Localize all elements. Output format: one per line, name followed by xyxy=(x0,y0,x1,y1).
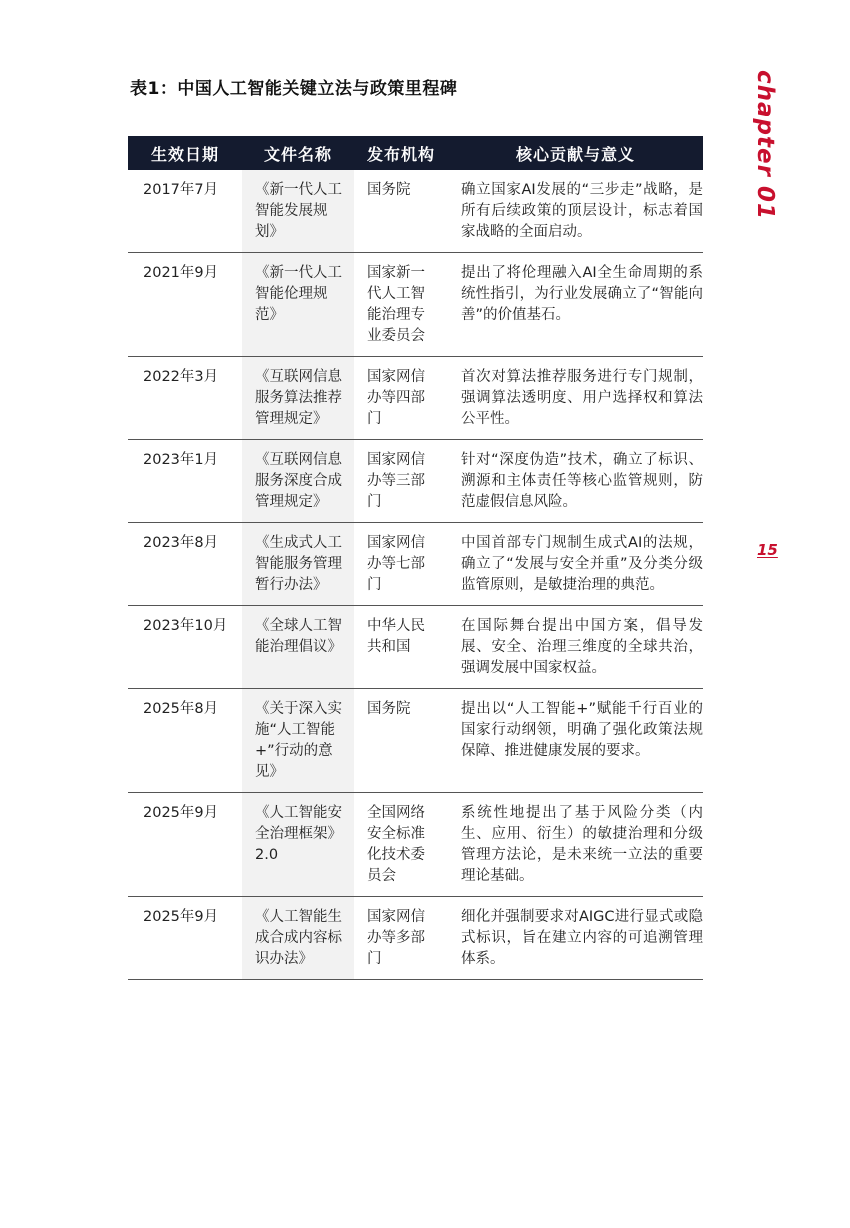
cell-significance: 确立国家AI发展的“三步走”战略，是所有后续政策的顶层设计，标志着国家战略的全面启动。 xyxy=(448,170,703,253)
cell-significance: 针对“深度伪造”技术，确立了标识、溯源和主体责任等核心监管规则，防范虚假信息风险。 xyxy=(448,440,703,523)
table-row xyxy=(128,689,703,793)
cell-significance: 在国际舞台提出中国方案，倡导发展、安全、治理三维度的全球共治，强调发展中国家权益。 xyxy=(448,606,703,689)
cell-date: 2025年8月 xyxy=(128,689,242,793)
cell-significance: 细化并强制要求对AIGC进行显式或隐式标识，旨在建立内容的可追溯管理体系。 xyxy=(448,897,703,980)
cell-document-name: 《生成式人工智能服务管理暂行办法》 xyxy=(242,523,354,606)
cell-document-name: 《新一代人工智能伦理规范》 xyxy=(242,253,354,357)
cell-issuing-body: 国家网信办等多部门 xyxy=(354,897,448,980)
cell-issuing-body: 国家网信办等四部门 xyxy=(354,357,448,440)
table-row xyxy=(128,253,703,357)
cell-issuing-body: 国家新一代人工智能治理专业委员会 xyxy=(354,253,448,357)
cell-document-name: 《关于深入实施“人工智能+”行动的意见》 xyxy=(242,689,354,793)
cell-document-name: 《新一代人工智能发展规划》 xyxy=(242,170,354,253)
cell-date: 2023年10月 xyxy=(128,606,242,689)
cell-date: 2022年3月 xyxy=(128,357,242,440)
table-header-row xyxy=(128,136,703,170)
table-row xyxy=(128,523,703,606)
chapter-label: chapter 01 xyxy=(752,70,778,220)
table-title: 表1：中国人工智能关键立法与政策里程碑 xyxy=(130,79,458,99)
cell-issuing-body: 国务院 xyxy=(354,170,448,253)
table-row xyxy=(128,357,703,440)
cell-document-name: 《互联网信息服务深度合成管理规定》 xyxy=(242,440,354,523)
header-significance: 核心贡献与意义 xyxy=(448,136,703,170)
cell-document-name: 《人工智能安全治理框架》2.0 xyxy=(242,793,354,897)
page-number: 15 xyxy=(757,541,778,559)
header-date: 生效日期 xyxy=(128,136,242,170)
milestones-table xyxy=(128,136,703,980)
cell-date: 2023年8月 xyxy=(128,523,242,606)
cell-significance: 提出以“人工智能+”赋能千行百业的国家行动纲领，明确了强化政策法规保障、推进健康发展的要求。 xyxy=(448,689,703,793)
cell-significance: 提出了将伦理融入AI全生命周期的系统性指引，为行业发展确立了“智能向善”的价值基石。 xyxy=(448,253,703,357)
cell-date: 2021年9月 xyxy=(128,253,242,357)
header-document-name: 文件名称 xyxy=(242,136,354,170)
cell-date: 2023年1月 xyxy=(128,440,242,523)
cell-date: 2025年9月 xyxy=(128,897,242,980)
cell-document-name: 《互联网信息服务算法推荐管理规定》 xyxy=(242,357,354,440)
cell-issuing-body: 国家网信办等三部门 xyxy=(354,440,448,523)
table-row xyxy=(128,440,703,523)
cell-significance: 系统性地提出了基于风险分类（内生、应用、衍生）的敏捷治理和分级管理方法论，是未来统一立法的重要理论基础。 xyxy=(448,793,703,897)
cell-issuing-body: 国务院 xyxy=(354,689,448,793)
cell-significance: 首次对算法推荐服务进行专门规制，强调算法透明度、用户选择权和算法公平性。 xyxy=(448,357,703,440)
table-row xyxy=(128,170,703,253)
cell-issuing-body: 国家网信办等七部门 xyxy=(354,523,448,606)
cell-issuing-body: 全国网络安全标准化技术委员会 xyxy=(354,793,448,897)
table-row xyxy=(128,897,703,980)
table-row xyxy=(128,793,703,897)
cell-date: 2017年7月 xyxy=(128,170,242,253)
header-issuing-body: 发布机构 xyxy=(354,136,448,170)
cell-significance: 中国首部专门规制生成式AI的法规，确立了“发展与安全并重”及分类分级监管原则，是敏捷治理的典范。 xyxy=(448,523,703,606)
cell-document-name: 《人工智能生成合成内容标识办法》 xyxy=(242,897,354,980)
cell-issuing-body: 中华人民共和国 xyxy=(354,606,448,689)
cell-date: 2025年9月 xyxy=(128,793,242,897)
table-row xyxy=(128,606,703,689)
cell-document-name: 《全球人工智能治理倡议》 xyxy=(242,606,354,689)
